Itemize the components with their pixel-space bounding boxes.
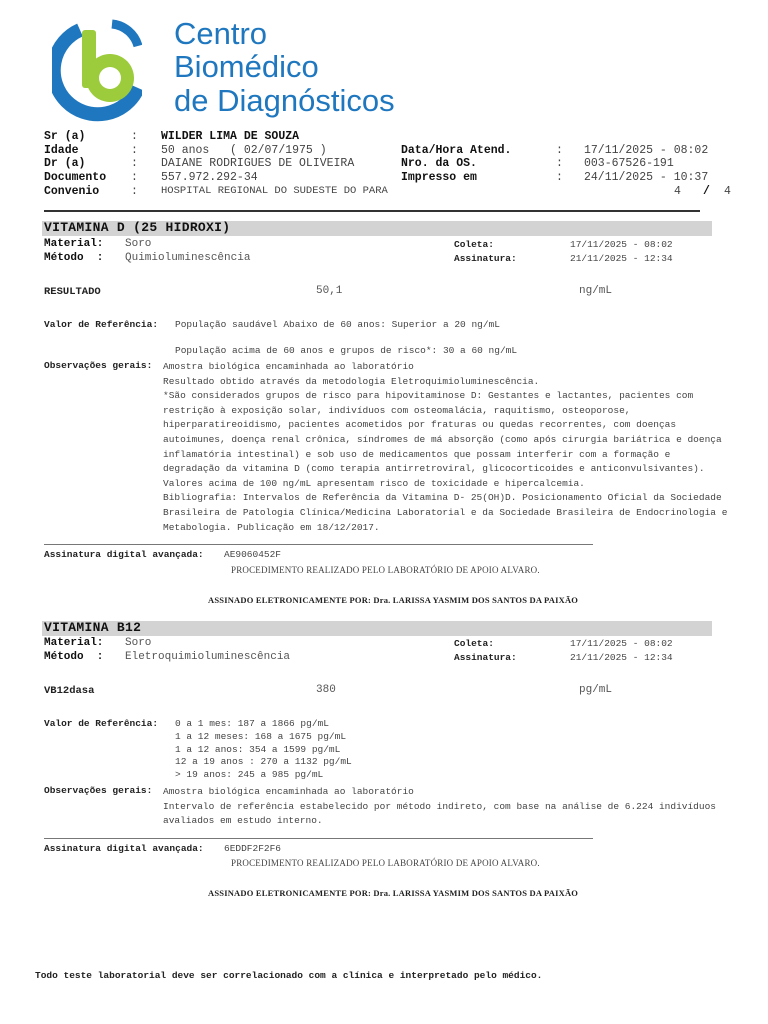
lab-name-line3: de Diagnósticos (174, 83, 395, 118)
signature-divider (44, 838, 593, 839)
metodo-value: Eletroquimioluminescência (125, 651, 291, 663)
result-unit: pg/mL (579, 684, 613, 696)
convenio-value: HOSPITAL REGIONAL DO SUDESTE DO PARA (161, 185, 388, 197)
obs-line: Amostra biológica encaminhada ao laboratório (163, 361, 414, 372)
metodo-label: Método : (44, 252, 104, 264)
page-current: 4 (674, 185, 681, 198)
colon: : (556, 171, 563, 184)
material-value: Soro (125, 637, 152, 649)
ref-line: População saudável Abaixo de 60 anos: Superior a 20 ng/mL (175, 319, 500, 330)
result-unit: ng/mL (579, 285, 613, 297)
footer-note: Todo teste laboratorial deve ser correlacionado com a clínica e interpretado pelo médico. (35, 970, 543, 981)
sig-value: 6EDDF2F2F6 (224, 843, 282, 854)
documento-label: Documento (44, 171, 107, 184)
coleta-label: Coleta: (454, 638, 494, 649)
doctor-name: DAIANE RODRIGUES DE OLIVEIRA (161, 157, 355, 170)
obs-line: Brasileira de Patologia Clínica/Medicina Laboratorial e da Sociedade Brasileira de Endocrinologia e (163, 506, 728, 518)
impresso-value: 24/11/2025 - 10:37 (584, 171, 709, 184)
patient-age: 50 anos ( 02/07/1975 ) (161, 144, 327, 157)
impresso-label: Impresso em (401, 171, 477, 184)
material-label: Material: (44, 238, 104, 250)
sig-value: AE9060452F (224, 549, 282, 560)
sr-label: Sr (a) (44, 130, 86, 143)
dr-label: Dr (a) (44, 157, 86, 170)
result-label: RESULTADO (44, 286, 101, 298)
obs-label: Observações gerais: (44, 785, 153, 796)
idade-label: Idade (44, 144, 79, 157)
material-label: Material: (44, 637, 104, 649)
obs-line: *São considerados grupos de risco para hipovitaminose D: Gestantes e lactantes, pacientes com (163, 390, 694, 402)
patient-name: WILDER LIMA DE SOUZA (161, 130, 300, 143)
data-atend-label: Data/Hora Atend. (401, 144, 512, 157)
assinatura-value: 21/11/2025 - 12:34 (570, 652, 673, 663)
convenio-label: Convenio (44, 185, 100, 198)
obs-line: Metabologia. Publicação em 18/12/2017. (163, 521, 380, 533)
colon: : (131, 157, 138, 170)
obs-line: restrição à exposição solar, indivíduos com osteomalácia, raquitismo, osteoporose, (163, 404, 631, 416)
obs-line: inflamatória intestinal) e sob uso de medicamentos que possam interferir com a formação e (163, 448, 671, 460)
ref-line: 0 a 1 mes: 187 a 1866 pg/mL (175, 718, 329, 729)
ref-line: 12 a 19 anos : 270 a 1132 pg/mL (175, 756, 352, 768)
colon: : (556, 144, 563, 157)
obs-line: autoimunes, doença renal crônica, síndromes de má absorção (como após cirurgia bariátrica e doença (163, 433, 722, 445)
exam-title: VITAMINA B12 (44, 620, 142, 635)
metodo-label: Método : (44, 651, 104, 663)
data-atend-value: 17/11/2025 - 08:02 (584, 144, 709, 157)
ref-line: População acima de 60 anos e grupos de risco*: 30 a 60 ng/mL (175, 345, 518, 356)
result-label: VB12dasa (44, 685, 95, 697)
result-value: 380 (316, 684, 336, 696)
ref-block (175, 718, 352, 782)
header-divider (44, 210, 700, 212)
sig-label: Assinatura digital avançada: (44, 843, 204, 854)
colon: : (556, 157, 563, 170)
procedure-note: PROCEDIMENTO REALIZADO PELO LABORATÓRIO DE APOIO ALVARO. (231, 858, 540, 868)
material-value: Soro (125, 238, 152, 250)
ref-line: > 19 anos: 245 a 985 pg/mL (175, 769, 324, 781)
obs-line: Bibliografia: Intervalos de Referência da Vitamina D- 25(OH)D. Posicionamento Oficial da Sociedade (163, 492, 722, 504)
obs-line: hiperparatireoidismo, pacientes acometidos por fraturas ou quedas recorrentes, com doenças (163, 419, 677, 431)
obs-line: Amostra biológica encaminhada ao laboratório (163, 786, 414, 797)
assinatura-label: Assinatura: (454, 652, 517, 663)
coleta-value: 17/11/2025 - 08:02 (570, 239, 673, 250)
colon: : (131, 185, 138, 198)
colon: : (131, 130, 138, 143)
exam-title-bar (42, 621, 712, 636)
colon: : (131, 171, 138, 184)
metodo-value: Quimioluminescência (125, 252, 251, 264)
obs-block (163, 360, 727, 535)
page-total: 4 (724, 185, 731, 198)
lab-logo (52, 16, 142, 122)
documento-value: 557.972.292-34 (161, 171, 258, 184)
obs-line: degradação da vitamina D (como terapia antirretroviral, glicocorticoides e anticonvulsivantes). (163, 463, 705, 475)
signed-by: ASSINADO ELETRONICAMENTE POR: Dra. LARISSA YASMIM DOS SANTOS DA PAIXÃO (208, 888, 579, 898)
signed-by: ASSINADO ELETRONICAMENTE POR: Dra. LARISSA YASMIM DOS SANTOS DA PAIXÃO (208, 595, 579, 605)
obs-block (163, 785, 716, 829)
obs-label: Observações gerais: (44, 360, 153, 371)
procedure-note: PROCEDIMENTO REALIZADO PELO LABORATÓRIO DE APOIO ALVARO. (231, 565, 540, 575)
exam-title: VITAMINA D (25 HIDROXI) (44, 220, 231, 235)
os-label: Nro. da OS. (401, 157, 477, 170)
assinatura-label: Assinatura: (454, 253, 517, 264)
coleta-label: Coleta: (454, 239, 494, 250)
obs-line: avaliados em estudo interno. (163, 815, 323, 827)
page-separator: / (703, 185, 710, 198)
coleta-value: 17/11/2025 - 08:02 (570, 638, 673, 649)
sig-label: Assinatura digital avançada: (44, 549, 204, 560)
result-value: 50,1 (316, 285, 343, 297)
signature-divider (44, 544, 593, 545)
lab-name-line1: Centro (174, 16, 268, 51)
assinatura-value: 21/11/2025 - 12:34 (570, 253, 673, 264)
ref-line: 1 a 12 anos: 354 a 1599 pg/mL (175, 743, 341, 755)
lab-name-line2: Biomédico (174, 49, 319, 84)
ref-label: Valor de Referência: (44, 718, 159, 729)
lab-logo-icon (52, 16, 142, 122)
os-value: 003-67526-191 (584, 157, 674, 170)
colon: : (131, 144, 138, 157)
obs-line: Valores acima de 100 ng/mL apresentam risco de toxicidade e hipercalcemia. (163, 477, 585, 489)
obs-line: Resultado obtido através da metodologia Eletroquimioluminescência. (163, 375, 540, 387)
obs-line: Intervalo de referência estabelecido por método indireto, com base na análise de 6.224 indivíduos (163, 800, 716, 812)
ref-label: Valor de Referência: (44, 319, 159, 330)
ref-line: 1 a 12 meses: 168 a 1675 pg/mL (175, 730, 347, 742)
